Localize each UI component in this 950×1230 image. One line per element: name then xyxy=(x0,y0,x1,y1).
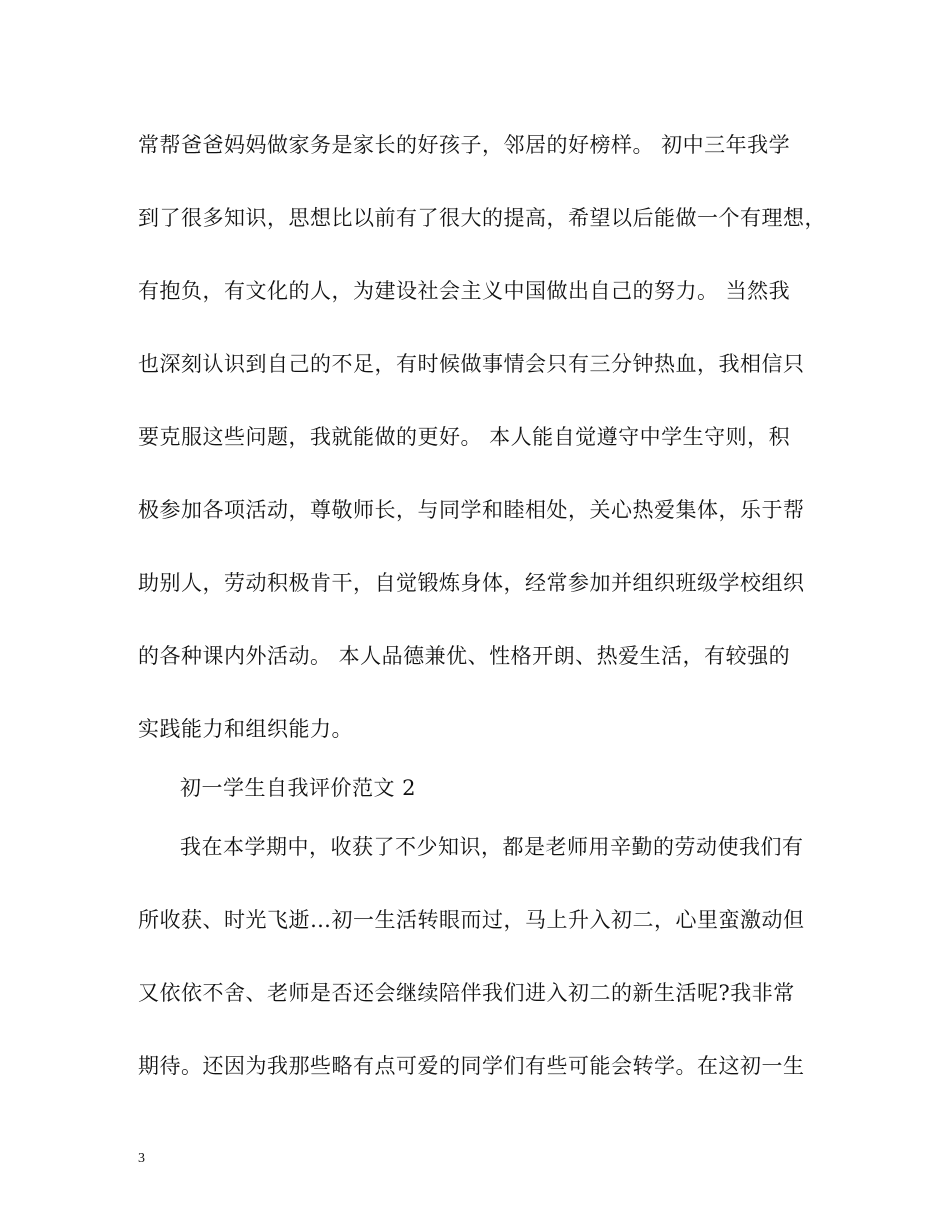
page-number: 3 xyxy=(138,1151,145,1166)
text-line: 我在本学期中，收获了不少知识，都是老师用辛勤的劳动使我们有 xyxy=(180,835,804,859)
text-line: 实践能力和组织能力。 xyxy=(138,717,353,741)
text-line: 要克服这些问题，我就能做的更好。 本人能自觉遵守中学生守则，积 xyxy=(138,425,791,449)
section-heading: 初一学生自我评价范文 2 xyxy=(180,776,417,800)
text-line: 有抱负，有文化的人，为建设社会主义中国做出自己的努力。 当然我 xyxy=(138,279,791,303)
text-line: 所收获、时光飞逝…初一生活转眼而过，马上升入初二，心里蛮激动但 xyxy=(138,908,805,932)
text-line: 助别人，劳动积极肯干，自觉锻炼身体，经常参加并组织班级学校组织 xyxy=(138,571,805,595)
text-line: 常帮爸爸妈妈做家务是家长的好孩子，邻居的好榜样。 初中三年我学 xyxy=(138,133,791,157)
text-line: 也深刻认识到自己的不足，有时候做事情会只有三分钟热血，我相信只 xyxy=(138,352,805,376)
text-line: 又依依不舍、老师是否还会继续陪伴我们进入初二的新生活呢?我非常 xyxy=(138,981,795,1005)
text-line: 期待。还因为我那些略有点可爱的同学们有些可能会转学。在这初一生 xyxy=(138,1054,805,1078)
text-line: 极参加各项活动，尊敬师长，与同学和睦相处，关心热爱集体，乐于帮 xyxy=(138,498,805,522)
text-line: 到了很多知识，思想比以前有了很大的提高，希望以后能做一个有理想， xyxy=(138,206,826,230)
text-line: 的各种课内外活动。 本人品德兼优、性格开朗、热爱生活，有较强的 xyxy=(138,644,791,668)
